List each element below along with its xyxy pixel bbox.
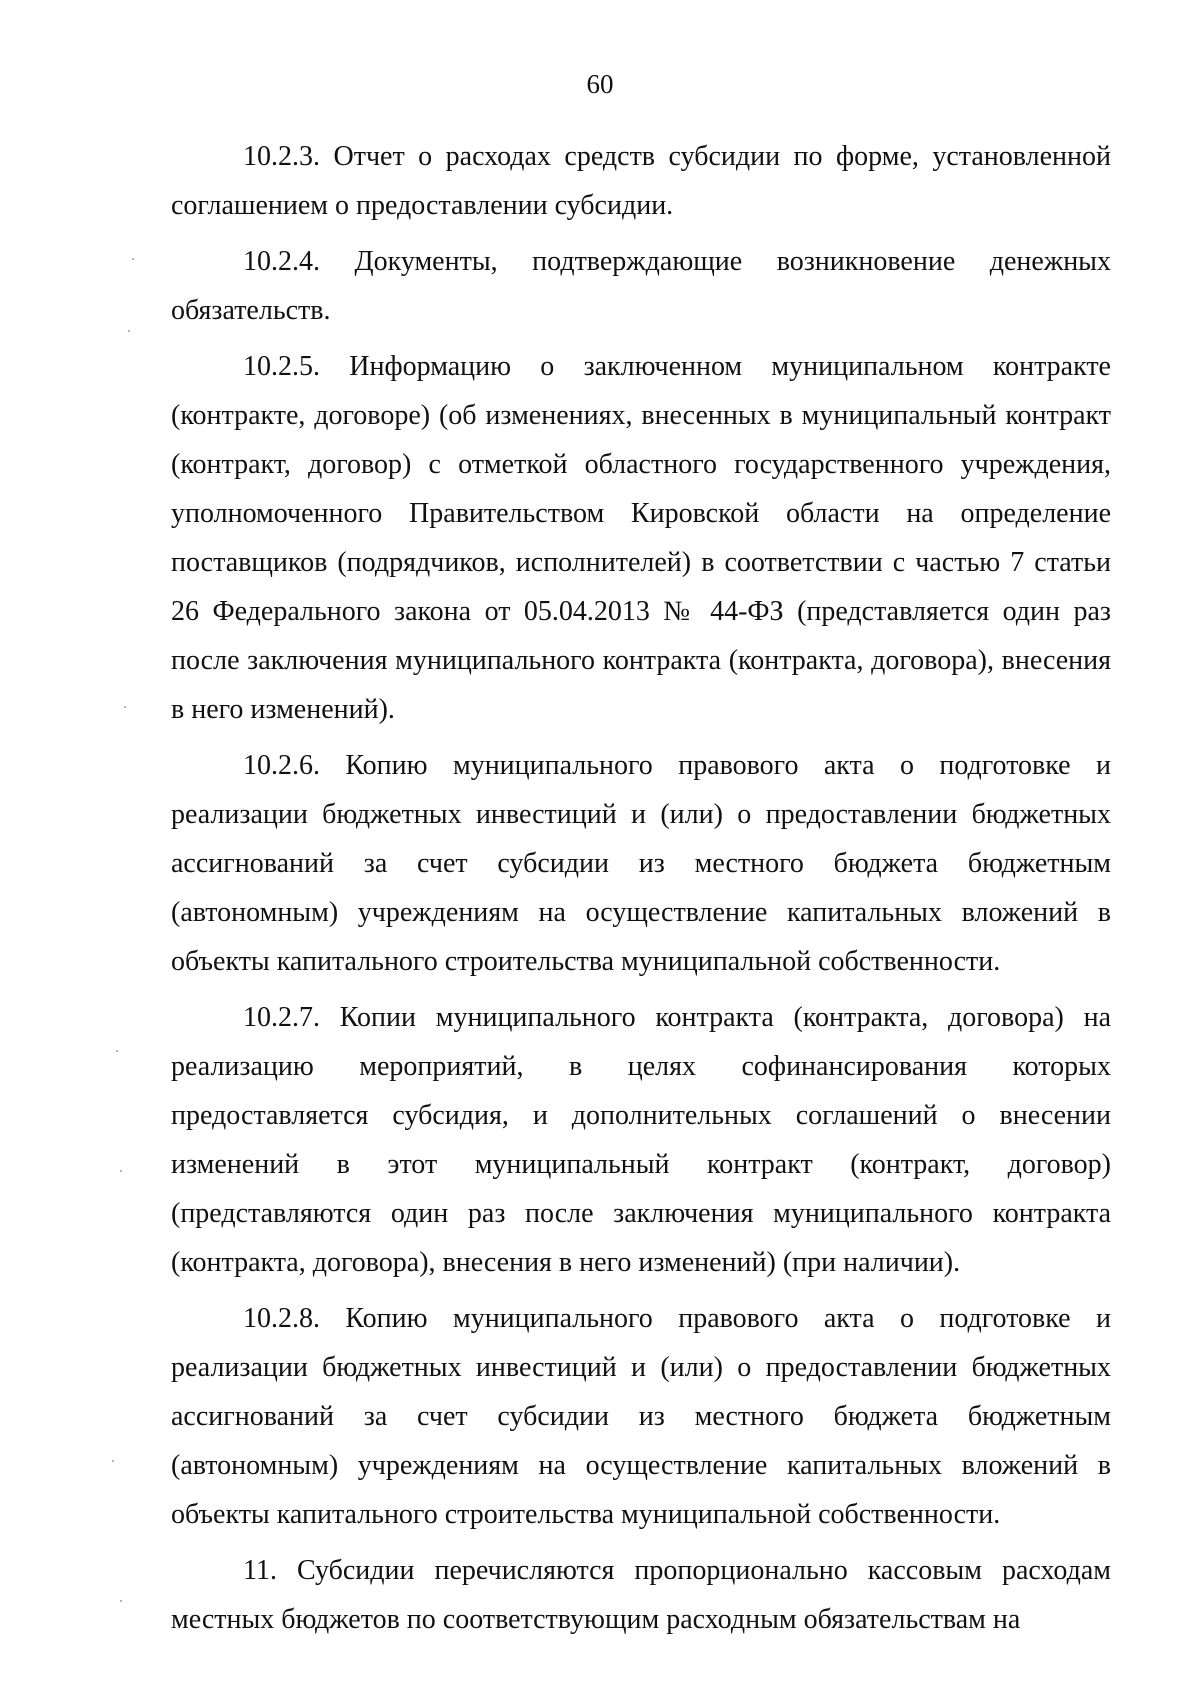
scan-speck <box>132 258 134 260</box>
scan-speck <box>120 1170 122 1172</box>
paragraph-10-2-6: 10.2.6. Копию муниципального правового акта о подготовке и реализации бюджетных инвестиций и (или) о предоставлении бюджетных ассигнований за счет субсидии из местного бюджета бюджетным (автономным) учреждениям на осуществление капитальных вложений в объекты капитального строительства муниципальной собственности. <box>171 750 1111 977</box>
paragraph-10-2-7: 10.2.7. Копии муниципального контракта (контракта, договора) на реализацию мероприятий, в целях софинансирования которых предоставляется субсидия, и дополнительных соглашений о внесении изменений в этот муниципальный контракт (контракт, договор) (представляются один раз после заключения муниципального контракта (контракта, договора), внесения в него изменений) (при наличии). <box>171 1002 1111 1278</box>
scan-speck <box>116 1050 118 1052</box>
page-number: 60 <box>586 69 614 99</box>
scan-speck <box>112 1460 114 1462</box>
scan-speck <box>128 330 130 332</box>
scan-speck <box>124 706 126 708</box>
paragraph-10-2-5: 10.2.5. Информацию о заключенном муниципальном контракте (контракте, договоре) (об изменениях, внесенных в муниципальный контракт (контракт, договор) с отметкой областного государственного учреждения, уполномоченного Правительством Кировской области на определение поставщиков (подрядчиков, исполнителей) в соответствии с частью 7 статьи 26 Федерального закона от 05.04.2013 № 44-ФЗ (представляется один раз после заключения муниципального контракта (контракта, договора), внесения в него изменений). <box>171 351 1111 725</box>
scan-speck <box>120 1600 122 1602</box>
document-body <box>171 132 1111 1651</box>
paragraph-10-2-3: 10.2.3. Отчет о расходах средств субсидии по форме, установленной соглашением о предоставлении субсидии. <box>171 141 1111 221</box>
paragraph-11: 11. Субсидии перечисляются пропорционально кассовым расходам местных бюджетов по соответствующим расходным обязательствам на <box>171 1555 1111 1635</box>
paragraph-10-2-8: 10.2.8. Копию муниципального правового акта о подготовке и реализации бюджетных инвестиций и (или) о предоставлении бюджетных ассигнований за счет субсидии из местного бюджета бюджетным (автономным) учреждениям на осуществление капитальных вложений в объекты капитального строительства муниципальной собственности. <box>171 1303 1111 1530</box>
paragraph-10-2-4: 10.2.4. Документы, подтверждающие возникновение денежных обязательств. <box>171 246 1111 326</box>
